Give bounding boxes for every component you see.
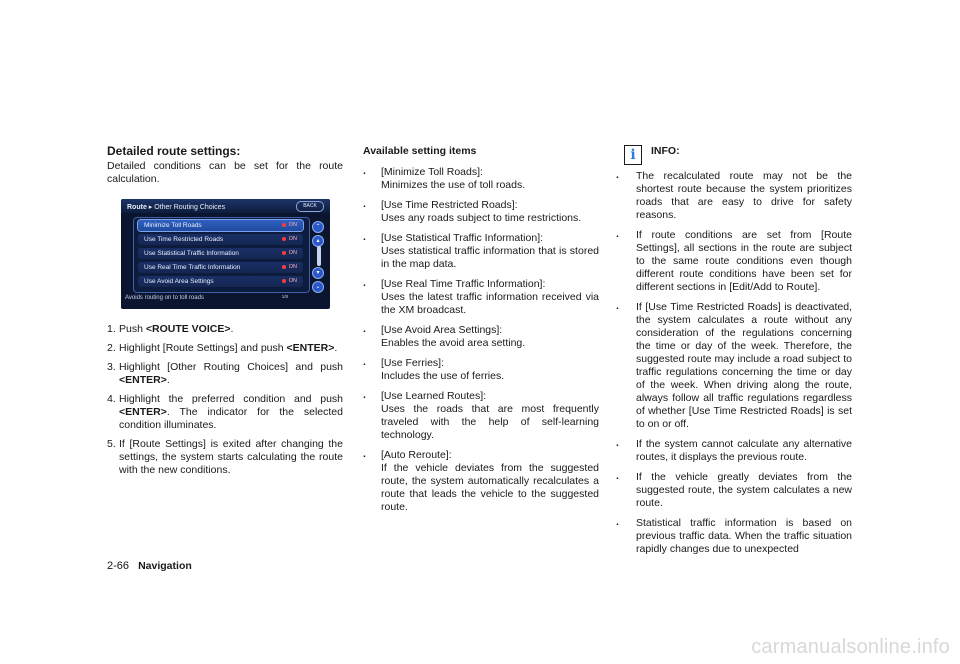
step-item [107,438,343,477]
scrollbar-icon [317,246,321,266]
step-number: 3. [107,361,116,373]
steps-list [107,323,343,477]
info-item [616,170,852,222]
step-key: <ENTER> [119,374,167,386]
screen-row-label: Use Time Restricted Roads [144,236,224,243]
setting-name: [Use Avoid Area Settings]: [381,324,503,336]
step-text-after: . The indicator for the selected condition illuminates. [119,406,343,431]
scroll-bottom-icon: ⌄ [312,281,324,293]
screen-options-panel [133,217,310,293]
watermark: carmanualsonline.info [751,636,950,658]
info-text: Statistical traffic information is based on previous traffic data. When the traffic situation rapidly changes due to unexpected [636,517,852,555]
info-text: If [Use Time Restricted Roads] is deactivated, the system calculates a route without any consideration of the regulations concerning the time or day of the week. Therefore, the suggested route may include a road subject to traffic regulations concerning the time or day of the week. When driving along the route, always follow all traffic regulations regardless of whether [Use Time Restricted Roads] is set to on or off. [636,301,852,430]
setting-desc: Minimizes the use of toll roads. [381,179,526,191]
bullet-icon: . [363,198,366,210]
screen-title [127,201,225,214]
step-text-after: . [230,323,234,335]
info-item [616,301,852,431]
available-title: Available setting items [363,145,477,157]
setting-item [363,232,599,271]
setting-item [363,357,599,383]
step-text: Highlight the preferred condition and push [119,393,343,405]
bullet-icon: . [363,323,366,335]
setting-name: [Use Time Restricted Roads]: [381,199,518,211]
setting-item [363,449,599,514]
screen-title-sub: ▸ Other Routing Choices [148,204,226,211]
step-item [107,393,343,432]
setting-desc: Uses the roads that are most frequently traveled with the help of self-learning technology. [381,403,599,441]
screen-row-label: Use Statistical Traffic Information [144,250,239,257]
setting-desc: If the vehicle deviates from the suggested route, the system automatically recalculates a route that leads the vehicle to the suggested route. [381,462,599,513]
step-item [107,342,343,355]
info-item [616,438,852,464]
info-text: If the system cannot calculate any alternative routes, it displays the previous route. [636,438,852,463]
bullet-icon: . [363,448,366,460]
screen-row-state: ON [282,262,297,273]
info-text: If route conditions are set from [Route Settings], all sections in the route are subject to the same route conditions even though different route conditions have been set for different sections in [Edit/Add to Route]. [636,229,852,293]
screen-row [138,234,303,245]
step-item [107,361,343,387]
nav-screen-image [121,199,330,309]
screen-row-label: Use Avoid Area Settings [144,278,214,285]
left-column [107,144,343,483]
page-number: 2-66 [107,560,130,572]
section-intro: Detailed conditions can be set for the route calculation. [107,160,343,185]
step-number: 4. [107,393,116,405]
setting-desc: Enables the avoid area setting. [381,337,526,349]
setting-desc: Includes the use of ferries. [381,370,505,382]
screen-row-label: Use Real Time Traffic Information [144,264,241,271]
step-item [107,323,343,336]
step-text-after: . [166,374,170,386]
screen-row [138,220,303,231]
setting-name: [Use Real Time Traffic Information]: [381,278,546,290]
section-title: Detailed route settings: [107,144,241,158]
setting-name: [Auto Reroute]: [381,449,452,461]
step-number: 2. [107,342,116,354]
screen-row-state: ON [282,220,297,231]
bullet-icon: . [616,169,619,181]
setting-desc: Uses any roads subject to time restrictions. [381,212,582,224]
step-key: <ENTER> [286,342,335,354]
info-item [616,471,852,510]
setting-desc: Uses statistical traffic information that is stored in the map data. [381,245,599,270]
footer-section: Navigation [138,560,192,572]
screen-hint: Avoids routing on to toll roads [125,295,204,301]
bullet-icon: . [363,231,366,243]
screen-page-indicator: 1/8 [281,294,288,299]
bullet-icon: . [363,389,366,401]
screen-row [138,276,303,287]
setting-item [363,278,599,317]
bullet-icon: . [616,228,619,240]
info-item [616,229,852,294]
bullet-icon: . [616,516,619,528]
info-item [616,517,852,556]
bullet-icon: . [363,356,366,368]
step-text: If [Route Settings] is exited after changing the settings, the system starts calculating the route with the new conditions. [119,438,343,476]
step-text: Highlight [Route Settings] and push [119,342,287,354]
scroll-down-icon: ▾ [312,267,324,279]
setting-name: [Use Statistical Traffic Information]: [381,232,544,244]
right-column [616,145,852,563]
step-key: <ROUTE VOICE> [145,323,231,335]
screen-back-button: BACK [296,201,324,212]
setting-item [363,166,599,192]
step-text: Push [119,323,146,335]
step-text: Highlight [Other Routing Choices] and push [119,361,343,373]
setting-name: [Use Ferries]: [381,357,445,369]
screen-row-state: ON [282,234,297,245]
info-text: The recalculated route may not be the shortest route because the system prioritizes roads that are easy to drive for safety reasons. [636,170,852,221]
screen-row-state: ON [282,248,297,259]
scroll-top-icon: ⌃ [312,221,324,233]
setting-name: [Minimize Toll Roads]: [381,166,483,178]
scroll-up-icon: ▴ [312,235,324,247]
available-list [363,166,599,514]
setting-item [363,199,599,225]
info-list [616,170,852,556]
bullet-icon: . [363,165,366,177]
screen-row [138,248,303,259]
screen-title-prefix: Route [127,204,147,211]
middle-column [363,145,599,521]
screen-row [138,262,303,273]
screen-row-state: ON [282,276,297,287]
info-header [616,145,852,165]
setting-name: [Use Learned Routes]: [381,390,487,402]
info-text: If the vehicle greatly deviates from the suggested route, the system calculates a new route. [636,471,852,509]
setting-item [363,390,599,442]
bullet-icon: . [616,470,619,482]
bullet-icon: . [616,437,619,449]
info-icon: i [624,145,642,165]
page-footer [107,560,192,572]
setting-desc: Uses the latest traffic information received via the XM broadcast. [381,291,599,316]
step-text-after: . [334,342,338,354]
step-number: 5. [107,438,116,450]
step-number: 1. [107,323,116,335]
bullet-icon: . [616,300,619,312]
step-key: <ENTER> [119,406,167,418]
bullet-icon: . [363,277,366,289]
info-title: INFO: [651,145,680,157]
screen-row-label: Minimize Toll Roads [144,222,202,229]
setting-item [363,324,599,350]
